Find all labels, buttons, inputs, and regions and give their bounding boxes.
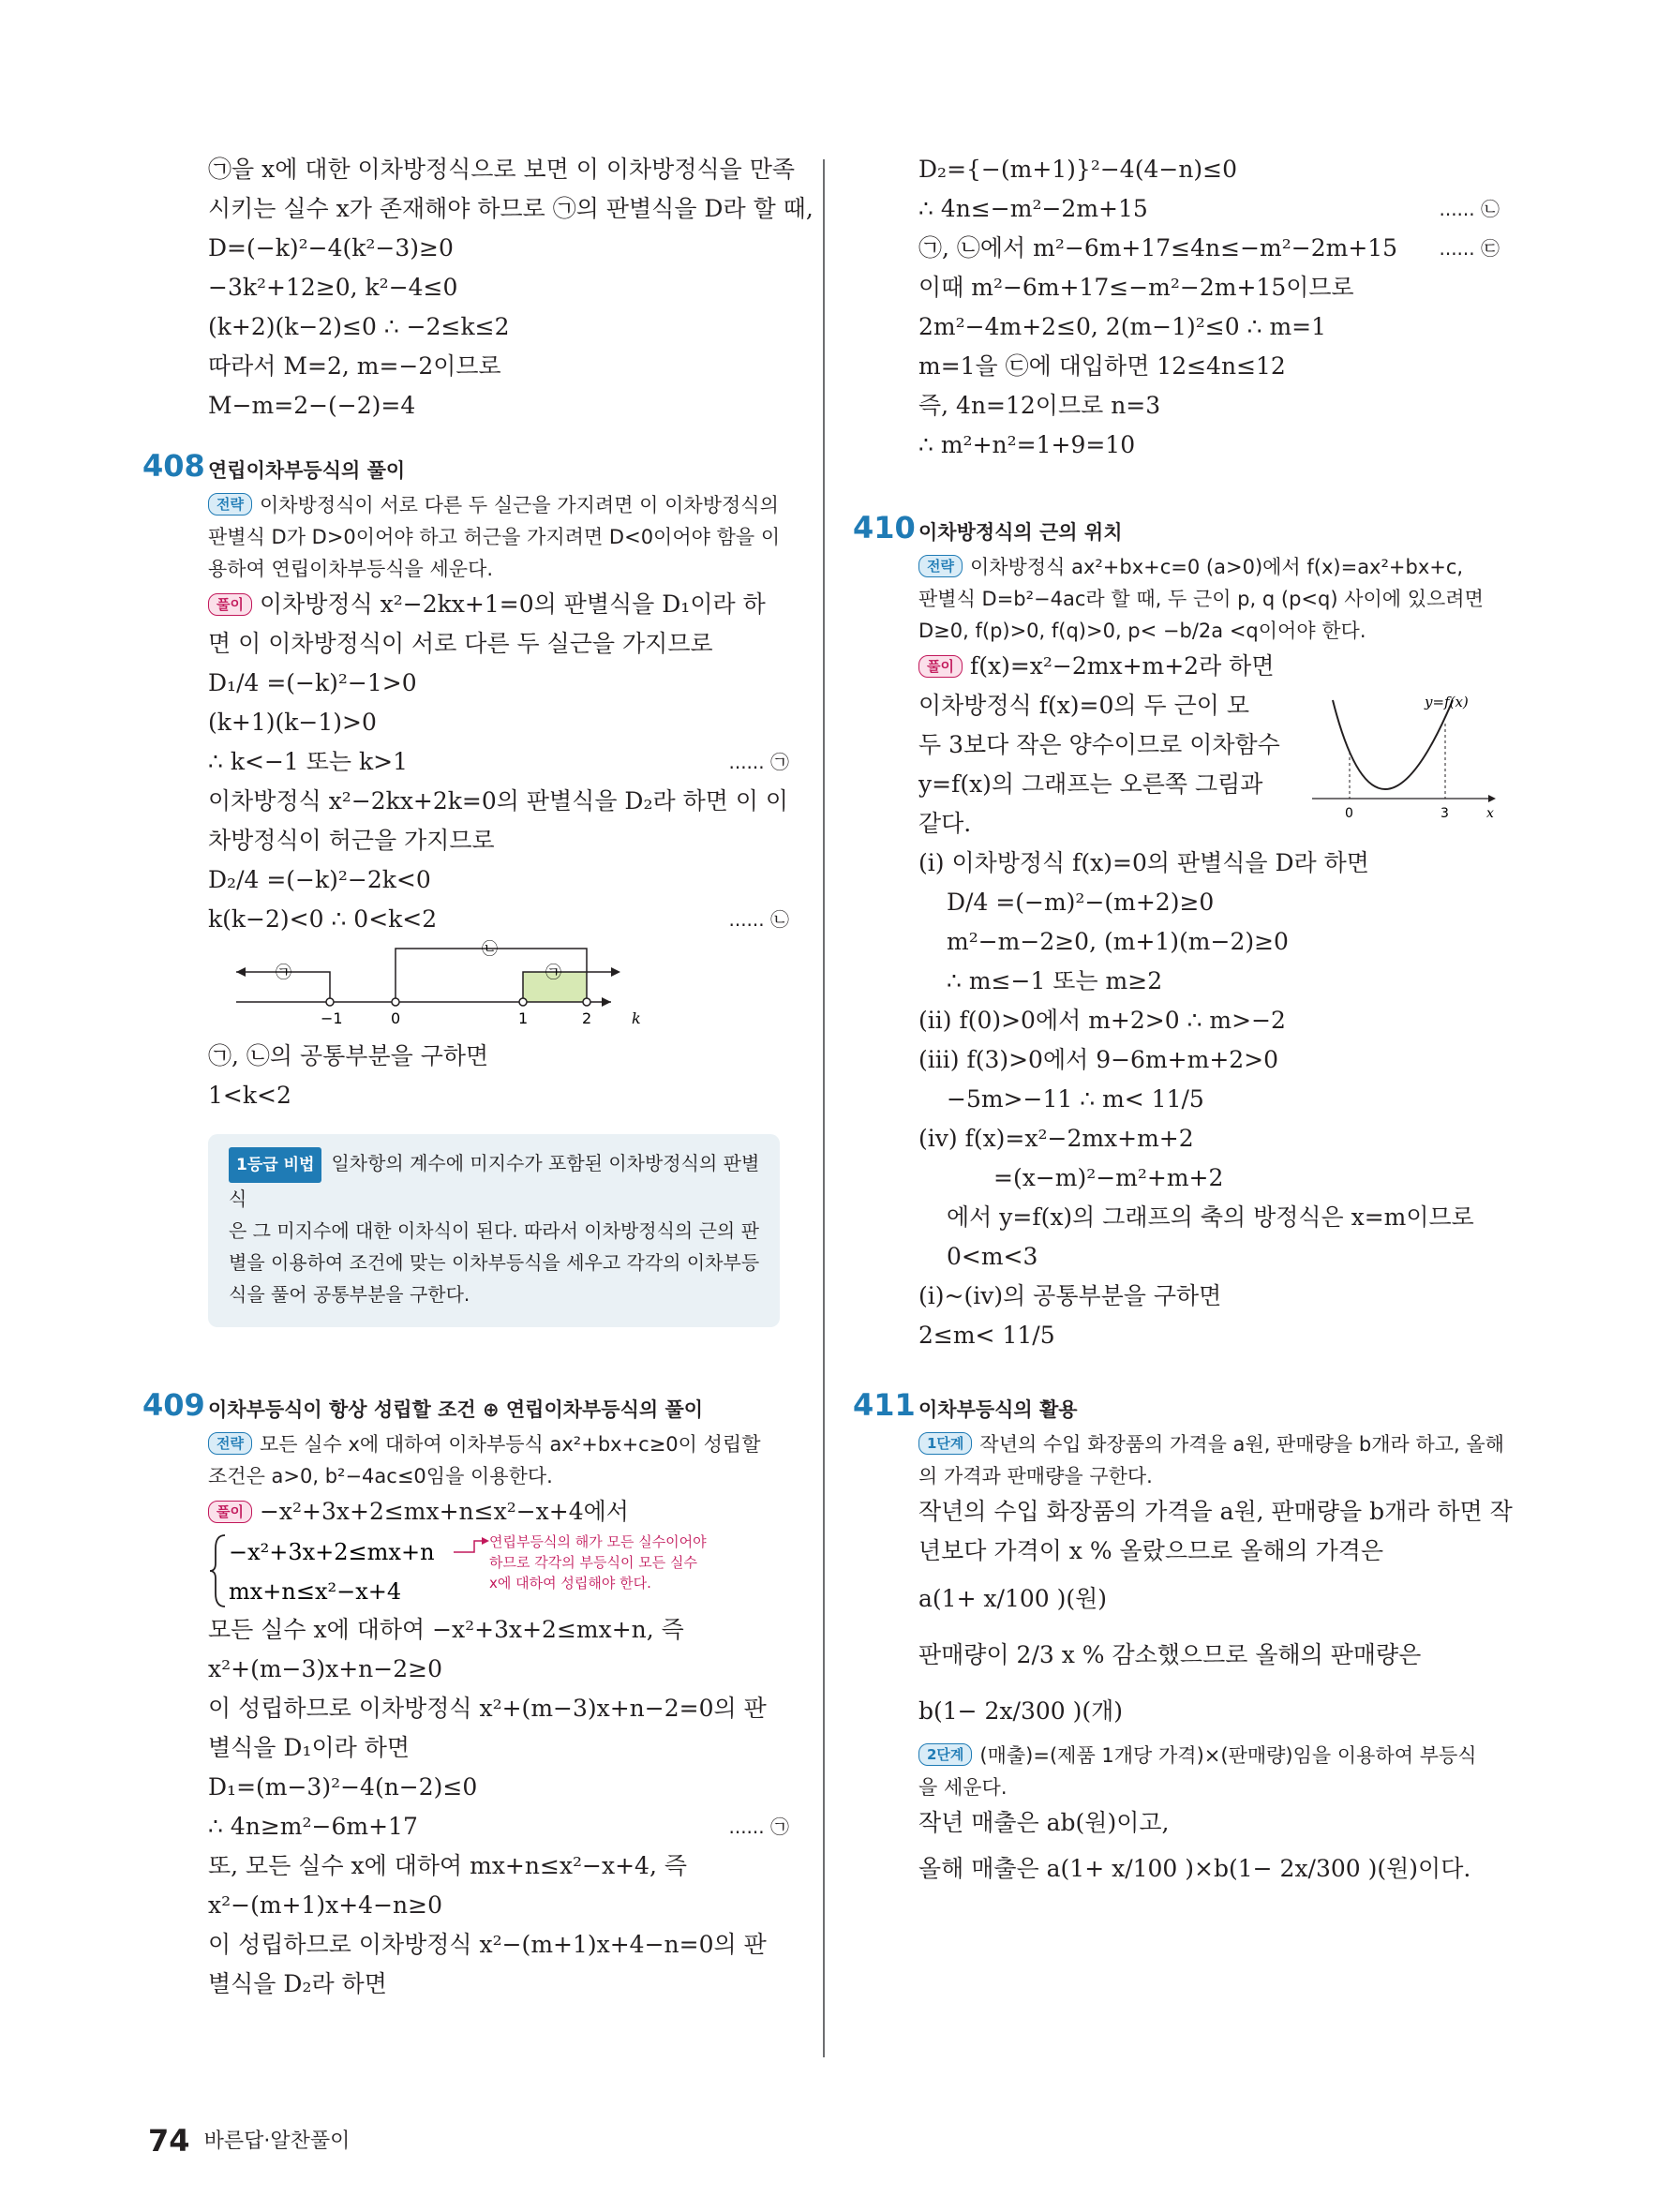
step-line: 의 가격과 판매량을 구한다. [918, 1465, 1153, 1487]
tip-box [208, 1134, 780, 1327]
tip-line: 은 그 미지수에 대한 이차식이 된다. 따라서 이차방정식의 근의 판 [229, 1219, 759, 1242]
strategy-badge: 전략 [918, 555, 963, 577]
text-line: 년보다 가격이 x % 올랐으므로 올해의 가격은 [918, 1537, 1384, 1564]
equation-tag: ...... ㉡ [728, 908, 789, 931]
text-line: −3k²+12≥0, k²−4≤0 [208, 274, 458, 301]
strategy-line: 조건은 a>0, b²−4ac≤0임을 이용한다. [208, 1465, 553, 1487]
equation: ∴ m²+n²=1+9=10 [918, 431, 1136, 458]
text-line: 작년의 수입 화장품의 가격을 a원, 판매량을 b개라 하면 작 [918, 1498, 1513, 1525]
note-text [489, 1532, 761, 1593]
text-line: ㉠을 x에 대한 이차방정식으로 보면 이 이차방정식을 만족 [208, 156, 796, 183]
system-line: −x²+3x+2≤mx+n [229, 1539, 435, 1565]
axis-arrow-icon [602, 997, 611, 1007]
text-line: ∴ m≤−1 또는 m≥2 [947, 967, 1163, 994]
tip-badge: 1등급 비법 [229, 1147, 321, 1183]
equation: 즉, 4n=12이므로 n=3 [918, 392, 1161, 419]
text-line: D₁/4 =(−k)²−1>0 [208, 669, 417, 696]
problem-title: 이차부등식의 활용 [918, 1398, 1078, 1421]
text-line: x²+(m−3)x+n−2≥0 [208, 1655, 442, 1682]
text-line: 차방정식이 허근을 가지므로 [208, 827, 495, 854]
text-line: (k+1)(k−1)>0 [208, 709, 377, 736]
text-line [208, 742, 789, 782]
text-line [208, 900, 789, 939]
text-line: 작년 매출은 ab(원)이고, [918, 1809, 1170, 1836]
solution-badge: 풀이 [208, 593, 252, 616]
system-with-note [208, 1532, 789, 1610]
tip-line [229, 1147, 763, 1215]
region-a-label: ㉠ [276, 964, 291, 982]
right-column [853, 150, 1513, 1895]
step-line [918, 1740, 1500, 1771]
problem-411-header [853, 1383, 1500, 1428]
equation-tag: ...... ㉡ [1439, 198, 1500, 220]
text-line: D=(−k)²−4(k²−3)≥0 [208, 234, 454, 262]
solution-line [918, 647, 1500, 686]
note-arrow-icon [482, 1537, 489, 1545]
strategy-text: 이차방정식이 서로 다른 두 실근을 가지려면 이 이차방정식의 [259, 494, 779, 516]
text-line: 모든 실수 x에 대하여 −x²+3x+2≤mx+n, 즉 [208, 1616, 684, 1643]
solution-badge: 풀이 [208, 1501, 252, 1523]
strategy-badge: 전략 [208, 1432, 252, 1455]
strategy-badge: 전략 [208, 493, 252, 516]
tip-line: 식을 풀어 공통부분을 구한다. [229, 1283, 470, 1306]
region-a2-label: ㉠ [545, 964, 561, 982]
problem-408-header [142, 444, 789, 489]
graph-description [918, 686, 1280, 844]
text-line [918, 268, 1500, 307]
text-line: a(1+ x/100 )(원) [918, 1585, 1108, 1612]
text-line: (k+2)(k−2)≤0 ∴ −2≤k≤2 [208, 313, 510, 340]
equation: 2m²−4m+2≤0, 2(m−1)²≤0 ∴ m=1 [918, 313, 1326, 340]
tick-label: 3 [1441, 806, 1449, 821]
tip-line: 별을 이용하여 조건에 맞는 이차부등식을 세우고 각각의 이차부등 [229, 1251, 760, 1274]
strategy-text: 모든 실수 x에 대하여 이차부등식 ax²+bx+c≥0이 성립할 [259, 1433, 761, 1456]
problem-number: 409 [142, 1387, 205, 1423]
solution-line [208, 1492, 789, 1532]
text-line [208, 1807, 789, 1846]
solution-text: f(x)=x²−2mx+m+2라 하면 [969, 652, 1275, 680]
text-line: −5m>−11 ∴ m< 11/5 [947, 1085, 1204, 1113]
axis-label: x [1486, 806, 1494, 821]
equation-tag: ...... ㉢ [1439, 237, 1500, 260]
strategy-line: 판별식 D가 D>0이어야 하고 허근을 가지려면 D<0이어야 함을 이 [208, 526, 781, 548]
equation-tag: ...... ㉠ [728, 1816, 789, 1838]
text-line: (ⅲ) f(3)>0에서 9−6m+m+2>0 [918, 1046, 1279, 1073]
strategy-line [208, 489, 789, 521]
curve-label: y=f(x) [1425, 694, 1469, 710]
tick-label: 0 [1345, 806, 1353, 821]
text-line: 별식을 D₂라 하면 [208, 1970, 387, 1997]
strategy-line [918, 551, 1500, 583]
text-line: 면 이 이차방정식이 서로 다른 두 실근을 가지므로 [208, 630, 713, 657]
page-number: 74 [148, 2123, 190, 2159]
text-line: (ⅳ) f(x)=x²−2mx+m+2 [918, 1125, 1194, 1152]
problem-number: 408 [142, 448, 205, 484]
system-line: mx+n≤x²−x+4 [229, 1578, 402, 1605]
text-line: (ⅰ) 이차방정식 f(x)=0의 판별식을 D라 하면 [918, 849, 1369, 876]
text-line: x²−(m+1)x+4−n≥0 [208, 1891, 442, 1919]
text-line: (ⅱ) f(0)>0에서 m+2>0 ∴ m>−2 [918, 1007, 1286, 1034]
step2-badge: 2단계 [918, 1743, 972, 1766]
axis-label: k [632, 1009, 641, 1027]
text-line: 두 3보다 작은 양수이므로 이차함수 [918, 731, 1280, 758]
equation: ∴ k<−1 또는 k>1 [208, 748, 408, 775]
step-line [918, 1428, 1504, 1460]
intro-block [208, 150, 814, 426]
text-line: M−m=2−(−2)=4 [208, 392, 416, 419]
text-line: 또, 모든 실수 x에 대하여 mx+n≤x²−x+4, 즉 [208, 1852, 687, 1879]
text-line: b(1− 2x/300 )(개) [918, 1697, 1124, 1725]
tick-label: 0 [391, 1009, 401, 1027]
equation-tag: ...... ㉠ [728, 751, 789, 773]
equation: D₂={−(m+1)}²−4(4−n)≤0 [918, 156, 1238, 183]
text-line [918, 386, 1500, 426]
problem-411-body [918, 1428, 1513, 1895]
problem-title: 연립이차부등식의 풀이 [208, 459, 406, 482]
text-line: =(x−m)²−m²+m+2 [993, 1164, 1224, 1191]
tick-label: 1 [518, 1009, 529, 1027]
text-line: 판매량이 2/3 x % 감소했으므로 올해의 판매량은 [918, 1641, 1422, 1668]
text-line: y=f(x)의 그래프는 오른쪽 그림과 [918, 770, 1263, 798]
step-line: 을 세운다. [918, 1776, 1008, 1799]
text-line: 같다. [918, 810, 972, 837]
text-line: 이차방정식 x²−2kx+2k=0의 판별식을 D₂라 하면 이 이 [208, 787, 789, 815]
note-line: x에 대하여 성립해야 한다. [489, 1575, 651, 1592]
text-line [918, 150, 1500, 189]
strategy-line [208, 1428, 789, 1460]
page-footer [148, 2123, 350, 2159]
text-line: 별식을 D₁이라 하면 [208, 1734, 411, 1761]
text-line [918, 229, 1500, 268]
left-column [142, 150, 814, 2004]
text-line: 이 성립하므로 이차방정식 x²+(m−3)x+n−2=0의 판 [208, 1695, 767, 1722]
solution-text: 이차방정식 x²−2kx+1=0의 판별식을 D₁이라 하 [259, 590, 766, 618]
text-line: D₁=(m−3)²−4(n−2)≤0 [208, 1773, 478, 1801]
text-line: 이 성립하므로 이차방정식 x²−(m+1)x+4−n=0의 판 [208, 1931, 767, 1958]
system-brace [208, 1532, 489, 1610]
number-line-diagram [208, 939, 789, 1033]
equation: ㉠, ㉡에서 m²−6m+17≤4n≤−m²−2m+15 [918, 234, 1398, 262]
parabola-curve [1333, 700, 1453, 789]
continuation-block [918, 150, 1500, 465]
problem-409-header [142, 1383, 789, 1428]
region-b-label: ㉡ [482, 940, 498, 959]
text-line [918, 189, 1500, 229]
text-line: 이차방정식 f(x)=0의 두 근이 모 [918, 692, 1249, 719]
text-line: 올해 매출은 a(1+ x/100 )×b(1− 2x/300 )(원)이다. [918, 1855, 1471, 1882]
problem-408-body [208, 489, 789, 1327]
equation: 이때 m²−6m+17≤−m²−2m+15이므로 [918, 274, 1354, 301]
problem-title: 이차부등식이 항상 성립할 조건 ⊕ 연립이차부등식의 풀이 [208, 1398, 704, 1421]
step-text: 작년의 수입 화장품의 가격을 a원, 판매량을 b개라 하고, 올해 [979, 1433, 1504, 1456]
equation: k(k−2)<0 ∴ 0<k<2 [208, 905, 438, 933]
text-line: m²−m−2≥0, (m+1)(m−2)≥0 [947, 928, 1289, 955]
graph-row [918, 686, 1500, 844]
text-line: D/4 =(−m)²−(m+2)≥0 [947, 889, 1215, 916]
text-line: 따라서 M=2, m=−2이므로 [208, 352, 501, 380]
equation: m=1을 ㉢에 대입하면 12≤4n≤12 [918, 352, 1286, 380]
step1-badge: 1단계 [918, 1432, 972, 1455]
text-line: ㉠, ㉡의 공통부분을 구하면 [208, 1042, 489, 1069]
text-line: 1<k<2 [208, 1082, 291, 1109]
problem-number: 410 [853, 510, 916, 546]
parabola-graph [1312, 686, 1500, 836]
x-axis-arrow-icon [1488, 795, 1496, 802]
tip-text: 일차항의 계수에 미지수가 포함된 이차방정식의 판별식 [229, 1152, 760, 1210]
solution-text: −x²+3x+2≤mx+n≤x²−x+4에서 [259, 1498, 629, 1525]
note-arrow [454, 1541, 485, 1552]
strategy-line: D≥0, f(p)>0, f(q)>0, p< −b/2a <q이어야 한다. [918, 620, 1366, 642]
strategy-line: 용하여 연립이차부등식을 세운다. [208, 558, 494, 580]
region-a2-arrow-icon [611, 967, 620, 977]
equation: ∴ 4n≤−m²−2m+15 [918, 195, 1148, 222]
text-line: 0<m<3 [947, 1243, 1038, 1270]
problem-410-body [918, 551, 1500, 1355]
text-line [918, 426, 1500, 465]
tick-label: 2 [582, 1009, 592, 1027]
book-section-label: 바른답·알찬풀이 [203, 2130, 351, 2153]
text-line: 에서 y=f(x)의 그래프의 축의 방정식은 x=m이므로 [947, 1203, 1474, 1231]
note-line: 연립부등식의 해가 모든 실수이어야 [489, 1533, 707, 1550]
strategy-line: 판별식 D=b²−4ac라 할 때, 두 근이 p, q (p<q) 사이에 있으려면 [918, 588, 1484, 610]
strategy-text: 이차방정식 ax²+bx+c=0 (a>0)에서 f(x)=ax²+bx+c, [969, 556, 1464, 578]
note-line: 하므로 각각의 부등식이 모든 실수 [489, 1554, 697, 1571]
text-line [918, 347, 1500, 386]
column-divider [823, 159, 825, 2057]
text-line: D₂/4 =(−k)²−2k<0 [208, 866, 431, 893]
step-text: (매출)=(제품 1개당 가격)×(판매량)임을 이용하여 부등식 [979, 1744, 1477, 1767]
text-line [918, 307, 1500, 347]
problem-title: 이차방정식의 근의 위치 [918, 521, 1123, 544]
tick-label: −1 [321, 1009, 343, 1027]
equation: ∴ 4n≥m²−6m+17 [208, 1813, 418, 1840]
solution-line [208, 585, 789, 624]
problem-409-body [208, 1428, 789, 2004]
problem-number: 411 [853, 1387, 916, 1423]
problem-410-header [853, 506, 1500, 551]
text-line: 시키는 실수 x가 존재해야 하므로 ㉠의 판별식을 D라 할 때, [208, 195, 814, 222]
solution-badge: 풀이 [918, 655, 963, 678]
text-line: (ⅰ)~(ⅳ)의 공통부분을 구하면 [918, 1282, 1222, 1309]
text-line: 2≤m< 11/5 [918, 1322, 1055, 1349]
